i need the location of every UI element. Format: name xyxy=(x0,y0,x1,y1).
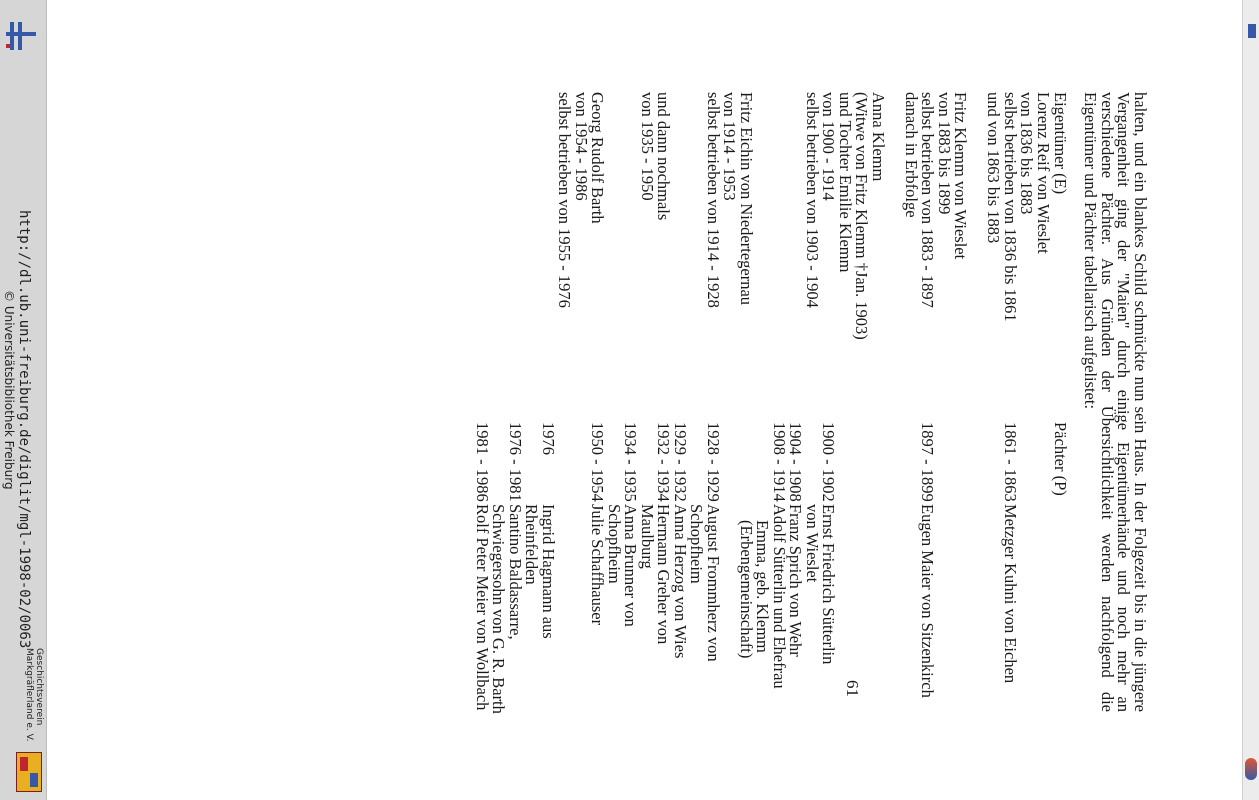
tenant-years: 1976 - 1981 xyxy=(506,422,525,502)
tenant-name: Schopfheim xyxy=(605,504,624,584)
tenant-name: von Wieslet xyxy=(803,504,822,583)
owner-line: und Tochter Emilie Klemm xyxy=(836,92,855,273)
owner-line: selbst betrieben von 1883 - 1897 xyxy=(918,92,938,308)
tenant-years: 1928 - 1929 xyxy=(704,422,723,502)
library-logo-icon[interactable] xyxy=(6,22,36,50)
tenant-name: Schopfheim xyxy=(687,504,707,584)
tenant-years: 1932 - 1934 xyxy=(654,422,674,502)
owner-line: von 1900 - 1914 xyxy=(819,92,839,201)
owner-line: Georg Rudolf Barth xyxy=(588,92,608,224)
right-edge-strip xyxy=(1242,0,1259,800)
tenant-name: Hermann Greher von xyxy=(654,504,674,645)
tenant-name: Rheinfelden xyxy=(522,504,542,585)
color-target-icon xyxy=(1245,758,1257,780)
digitization-url[interactable]: http://dl.ub.uni-freiburg.de/diglit/mgl-1998-02/0063 xyxy=(16,210,32,649)
tenant-header: Pächter (P) xyxy=(1051,422,1070,496)
owner-line: danach in Erbfolge xyxy=(902,92,921,218)
society-name-line1: Geschichtsverein xyxy=(34,648,44,726)
page-number: 61 xyxy=(843,680,862,697)
tenant-name: Adolf Sütterlin und Ehefrau xyxy=(770,504,789,689)
tenant-name: Rolf Peter Meier von Wollbach xyxy=(473,504,492,711)
owner-line: Anna Klemm xyxy=(869,92,888,182)
tenant-years: 1981 - 1986 xyxy=(473,422,492,502)
owner-line: von 1935 - 1950 xyxy=(638,92,657,201)
tenant-years: 1861 - 1863 xyxy=(1001,422,1020,502)
viewer-sidebar xyxy=(0,0,47,800)
owner-line: Fritz Klemm von Wieslet xyxy=(951,92,971,260)
owner-line: von 1954 - 1986 xyxy=(572,92,591,201)
tenant-name: Ingrid Hagmann aus xyxy=(539,504,558,639)
tenant-years: 1897 - 1899 xyxy=(918,422,938,502)
tenant-name: Anna Herzog von Wies xyxy=(671,504,690,659)
tenant-name: Metzger Kuhni von Eichen xyxy=(1001,504,1020,684)
owner-line: selbst betrieben von 1836 bis 1861 xyxy=(1001,92,1020,322)
tenant-name: Franz Sprich von Wehr xyxy=(786,504,806,657)
owner-line: und von 1863 bis 1883 xyxy=(984,92,1004,244)
tenant-name: Ernst Friedrich Sütterlin xyxy=(819,504,839,665)
tenant-name: Maulburg xyxy=(638,504,657,569)
owner-line: Lorenz Reif von Wieslet xyxy=(1034,92,1053,254)
coat-of-arms-icon xyxy=(16,752,42,792)
scan-marker-icon xyxy=(1248,24,1256,38)
tenant-name: Eugen Maier von Sitzenkirch xyxy=(918,504,938,698)
tenant-name: August Frommherz von xyxy=(704,504,723,662)
owner-line: selbst betrieben von 1914 - 1928 xyxy=(704,92,723,308)
tenant-name: Julie Schaffhauser xyxy=(588,504,608,626)
owner-line: selbst betrieben von 1903 - 1904 xyxy=(803,92,822,308)
owner-line: selbst betrieben von 1955 - 1976 xyxy=(555,92,575,308)
tenant-name: Emma, geb. Klemm xyxy=(753,520,773,653)
tenant-years: 1934 - 1935 xyxy=(621,422,641,502)
tenant-name: (Erbengemeinschaft) xyxy=(737,520,756,659)
tenant-name: Schwiegersohn von G. R. Barth xyxy=(489,504,509,714)
tenant-years: 1904 - 1908 xyxy=(786,422,806,502)
tenant-years: 1900 - 1902 xyxy=(819,422,839,502)
society-name xyxy=(24,648,44,741)
owner-line: und dann nochmals xyxy=(654,92,674,221)
owner-line: Fritz Eichin von Niedertegernau xyxy=(737,92,756,306)
tenant-name: Santino Baldassarre, xyxy=(506,504,525,640)
owner-header: Eigentümer (E) xyxy=(1051,92,1070,195)
tenant-years: 1929 - 1932 xyxy=(671,422,690,502)
tenant-years: 1950 - 1954 xyxy=(588,422,608,502)
copyright-notice: © Universitätsbibliothek Freiburg xyxy=(2,290,16,490)
intro-paragraph: halten, und ein blankes Schild schmückte nun sein Haus. In der Folgezeit bis in die jüngere Vergangenheit ging der "Maien" durch einige Eigentümerhände und noch mehr an verschiedene Pächter. Aus Gründen der Übersichtlichkeit werden nachfolgend die Eigentümer und Pächter tabellarisch aufgelistet: xyxy=(1081,92,1150,712)
tenant-years: 1976 xyxy=(539,422,558,455)
society-name-line2: Markgräflerland e. V. xyxy=(24,648,34,742)
owner-line: von 1836 bis 1883 xyxy=(1017,92,1037,215)
document-page xyxy=(208,92,1148,712)
owner-line: (Witwe von Fritz Klemm †Jan. 1903) xyxy=(852,92,872,340)
owner-line: von 1914 - 1953 xyxy=(720,92,740,201)
owner-line: von 1883 bis 1899 xyxy=(935,92,954,215)
tenant-years: 1908 - 1914 xyxy=(770,422,789,502)
tenant-name: Anna Brunner von xyxy=(621,504,641,627)
